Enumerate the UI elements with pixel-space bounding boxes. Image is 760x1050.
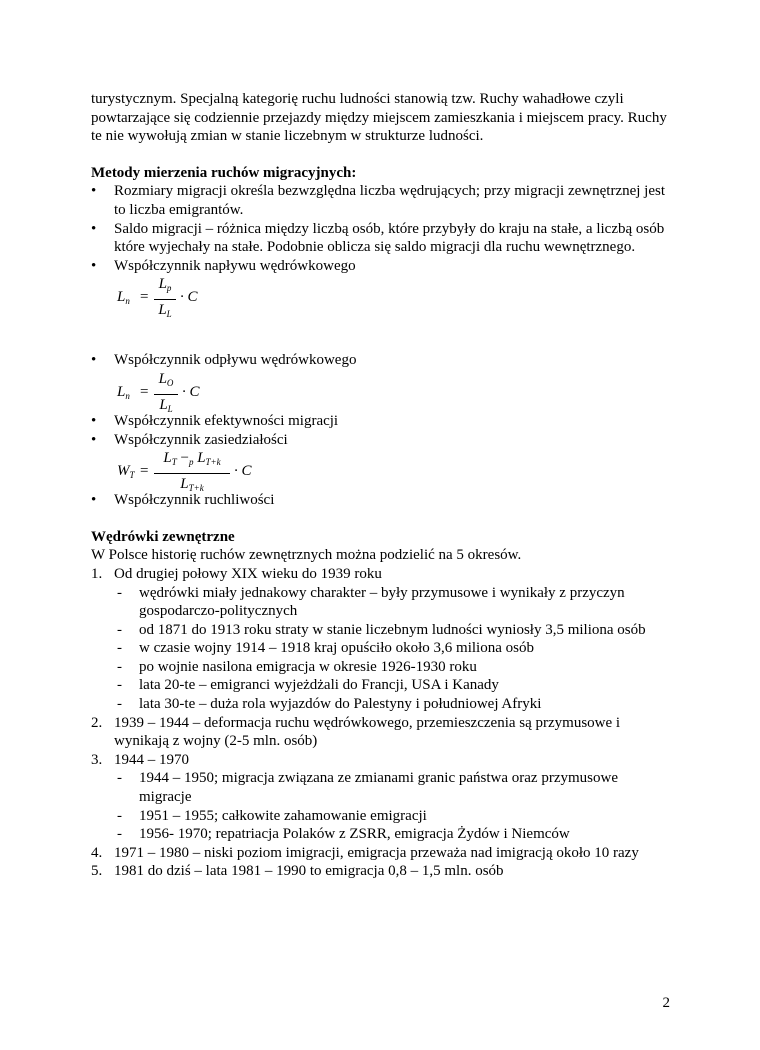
list-item: - lata 20-te – emigranci wyjeżdżali do Francji, USA i Kanady: [115, 676, 671, 695]
list-item: - 1944 – 1950; migracja związana ze zmianami granic państwa oraz przymusowe migracje: [115, 769, 671, 806]
list-item: • Współczynnik efektywności migracji: [91, 412, 671, 431]
list-item: • Saldo migracji – różnica między liczbą osób, które przybyły do kraju na stałe, a liczbą osób które wyjechały na stałe. Podobnie oblicza się saldo migracji dla ruchu wewnętrznego.: [91, 220, 671, 257]
list-item: • Współczynnik zasiedziałości: [91, 431, 671, 450]
list-item: - w czasie wojny 1914 – 1918 kraj opuściło około 3,6 miliona osób: [115, 639, 671, 658]
list-item: 4. 1971 – 1980 – niski poziom imigracji, emigracja przeważa nad imigracją około 10 razy: [91, 844, 639, 861]
list-item: - lata 30-te – duża rola wyjazdów do Palestyny i południowej Afryki: [115, 695, 671, 714]
list-item: • Współczynnik napływu wędrówkowego: [91, 257, 671, 276]
list-item: • Rozmiary migracji określa bezwzględna liczba wędrujących; przy migracji zewnętrznej jest to liczba emigrantów.: [91, 182, 671, 219]
list-item: - po wojnie nasilona emigracja w okresie 1926-1930 roku: [115, 658, 671, 677]
list-item: - 1951 – 1955; całkowite zahamowanie emigracji: [115, 807, 671, 826]
document-body: [91, 90, 671, 881]
outflow-formula: $L_n$ = $L_O$ $L_L$ · C: [117, 370, 200, 414]
settled-formula: $W_T$ = $L_T -_p$ $L_{T+k}$ $L_{T+k}$ · C: [117, 450, 252, 493]
list-item: - od 1871 do 1913 roku straty w stanie liczebnym ludności wyniosły 3,5 miliona osób: [115, 621, 671, 640]
list-item: • Współczynnik ruchliwości: [91, 491, 671, 510]
list-item: 3. 1944 – 1970 - 1944 – 1950; migracja związana ze zmianami granic państwa oraz przymusowe migracje - 1951 – 1955; całkowite zahamowanie emigracji - 1956- 1970; repatriacja Polaków z ZSRR, emigracja Żydów i Niemców: [91, 751, 671, 844]
list-item: • Współczynnik odpływu wędrówkowego: [91, 351, 671, 370]
list-item: - wędrówki miały jednakowy charakter – były przymusowe i wynikały z przyczyn gospodarczo-politycznych: [115, 584, 671, 621]
methods-list: [91, 182, 671, 275]
list-item: - 1956- 1970; repatriacja Polaków z ZSRR, emigracja Żydów i Niemców: [115, 825, 671, 844]
page-number: 2: [662, 995, 670, 1011]
inflow-formula: $L_n$ = $L_p$ $L_L$ · C: [117, 276, 198, 319]
list-item: 2. 1939 – 1944 – deformacja ruchu wędrówkowego, przemieszczenia są przymusowe i wynikają z wojny (2-5 mln. osób): [91, 714, 621, 750]
external-intro: W Polsce historię ruchów zewnętrznych można podzielić na 5 okresów.: [91, 547, 522, 564]
methods-heading: Metody mierzenia ruchów migracyjnych:: [91, 164, 357, 181]
periods-list: [91, 565, 671, 881]
list-item: 5. 1981 do dziś – lata 1981 – 1990 to emigracja 0,8 – 1,5 mln. osób: [91, 863, 504, 880]
external-heading: Wędrówki zewnętrzne: [91, 528, 235, 545]
intro-paragraph: turystycznym. Specjalną kategorię ruchu ludności stanowią tzw. Ruchy wahadłowe czyli powtarzające się codziennie przejazdy między miejscem zamieszkania i miejscem pracy. Ruchy te nie wywołują zmian w stanie liczebnym w strukturze ludności.: [91, 91, 667, 145]
list-item: 1. Od drugiej połowy XIX wieku do 1939 roku - wędrówki miały jednakowy charakter – były przymusowe i wynikały z przyczyn gospodarczo-politycznych - od 1871 do 1913 roku straty w stanie liczebnym ludności wyniosły 3,5 miliona osób - w czasie wojny 1914 – 1918 kraj opuściło około 3,6 miliona osób - po wojnie nasilona emigracja w okresie 1926-1930 roku - lata 20-te – emigranci wyjeżdżali do Francji, USA i Kanady - lata 30-te – duża rola wyjazdów do Palestyny i południowej Afryki: [91, 565, 671, 714]
